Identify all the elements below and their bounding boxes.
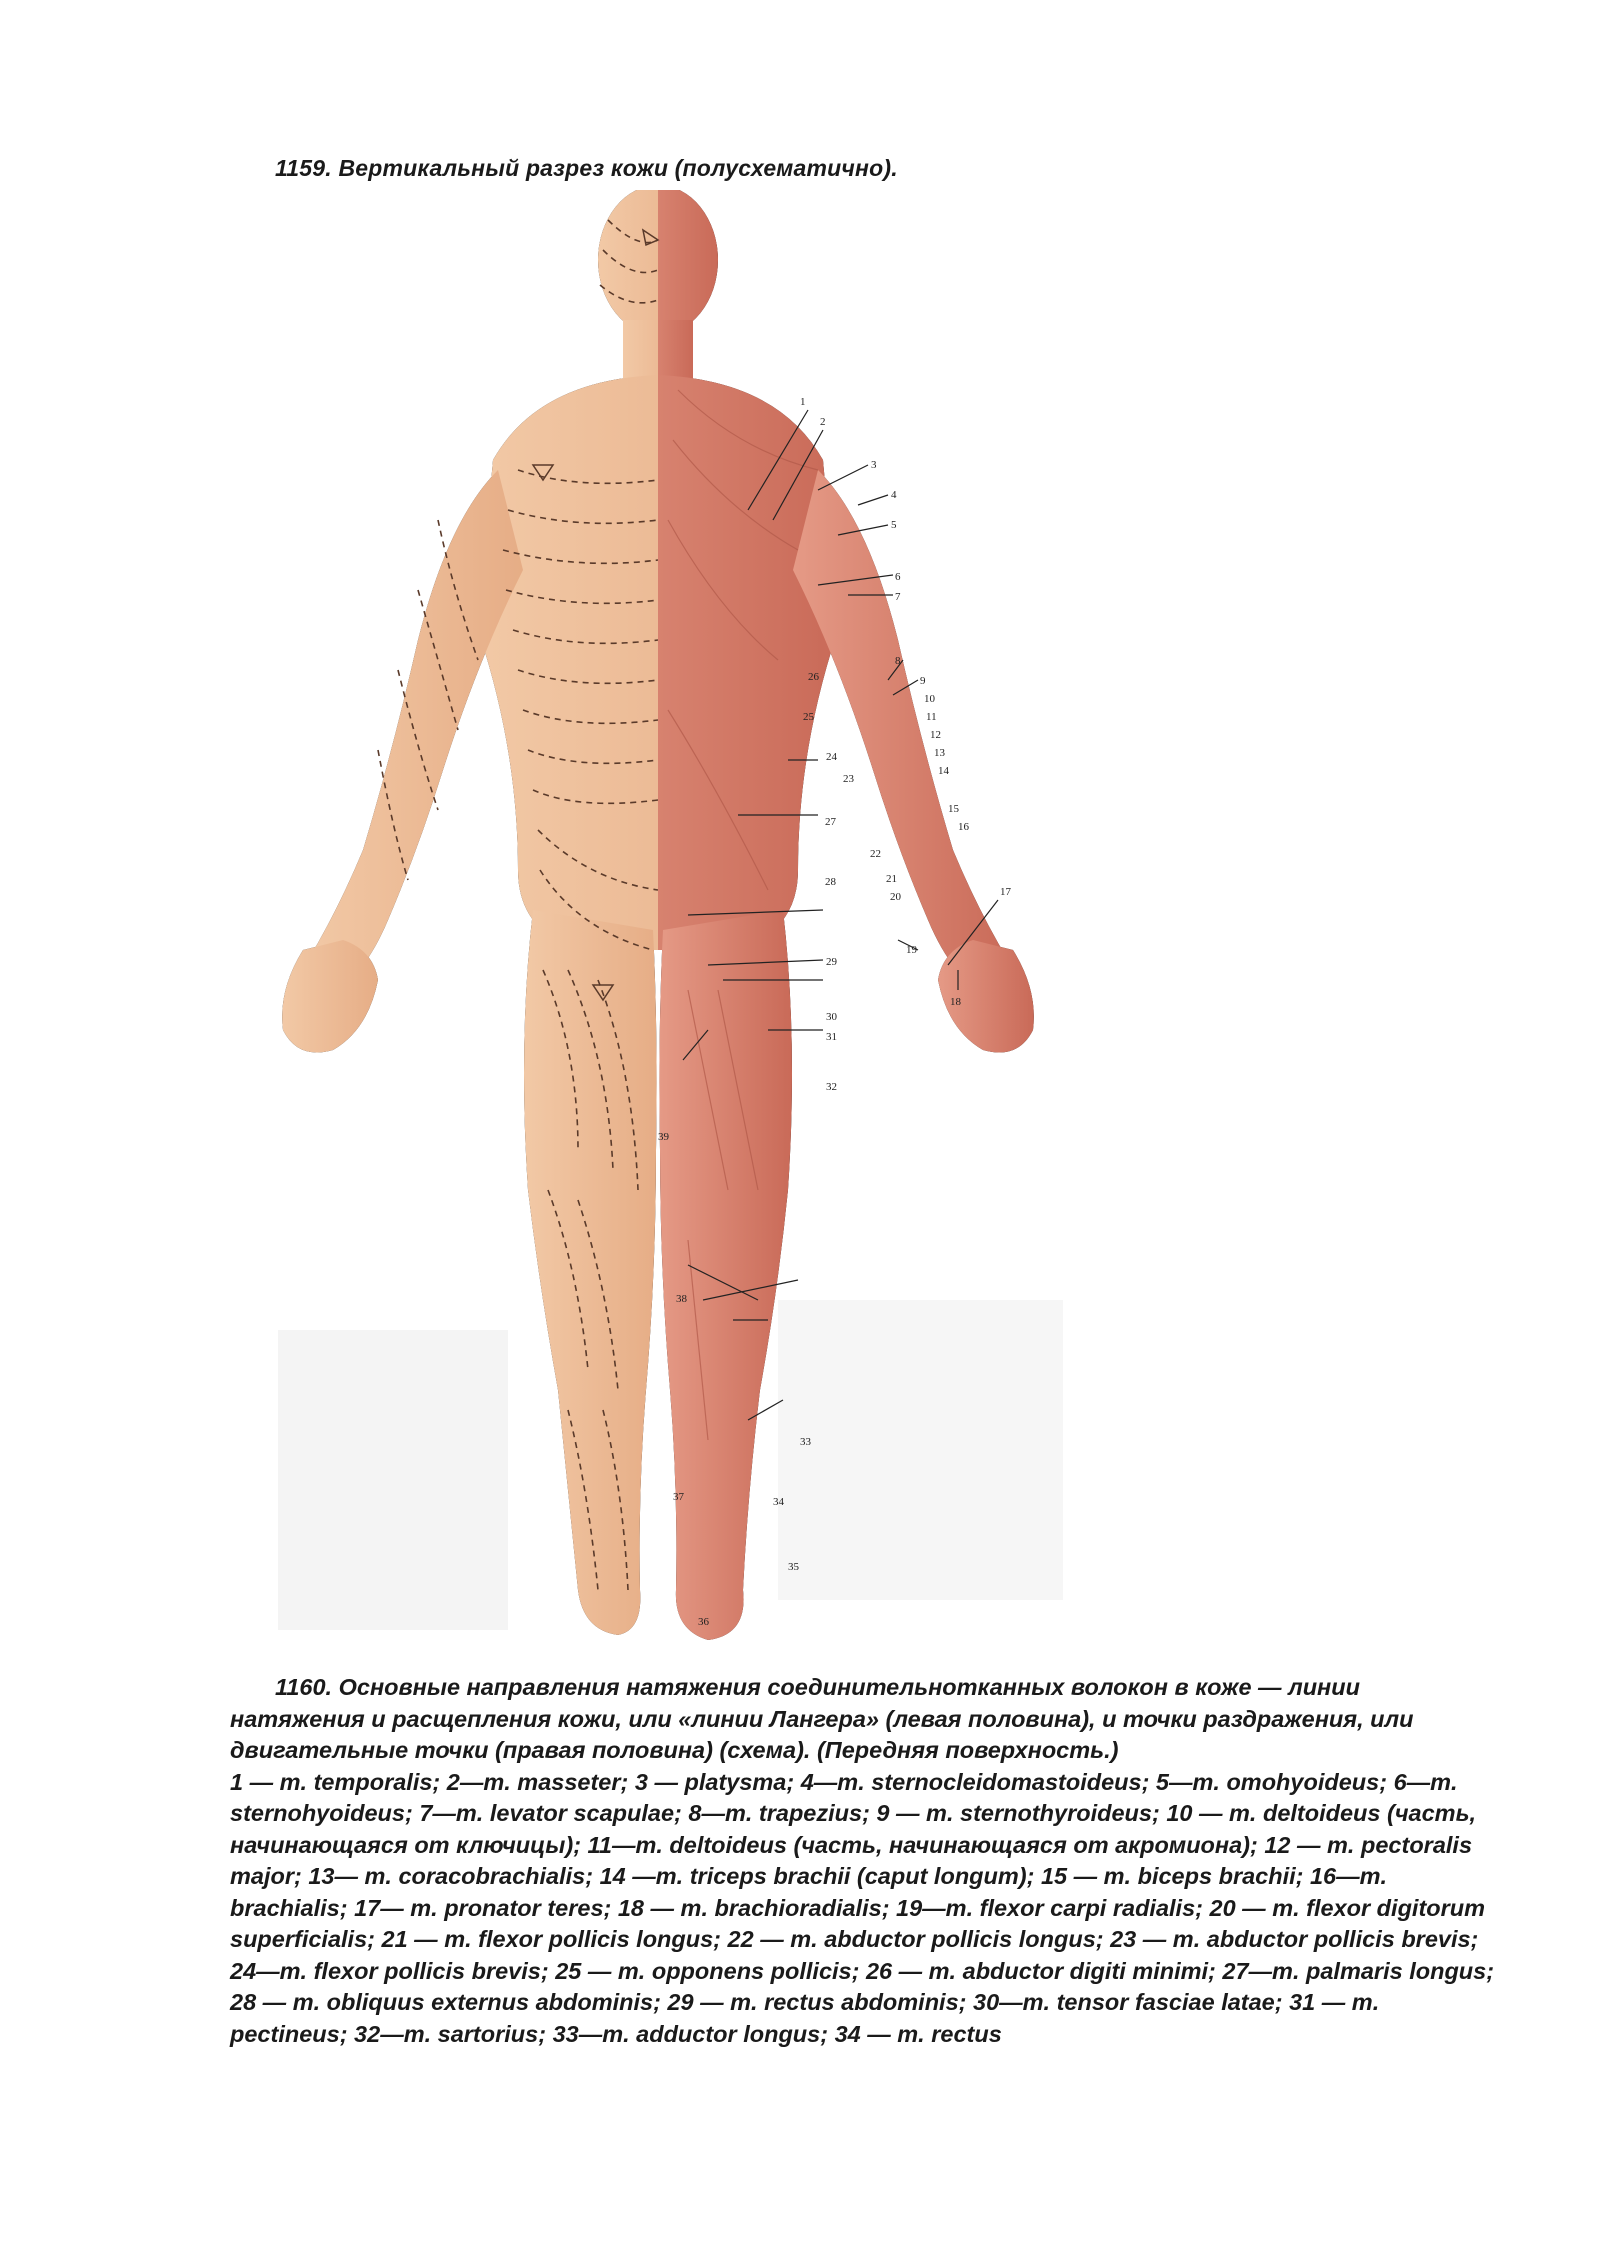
callout-37: 37 (673, 1491, 684, 1503)
callout-8: 8 (895, 655, 901, 667)
callout-29: 29 (826, 956, 837, 968)
callout-36: 36 (698, 1616, 709, 1628)
callout-33: 33 (800, 1436, 811, 1448)
callout-39: 39 (658, 1131, 669, 1143)
callout-7: 7 (895, 591, 901, 603)
callout-1: 1 (800, 396, 806, 408)
callout-3: 3 (871, 459, 877, 471)
callout-38: 38 (676, 1293, 687, 1305)
callout-34: 34 (773, 1496, 784, 1508)
callout-23: 23 (843, 773, 854, 785)
callout-5: 5 (891, 519, 897, 531)
callout-25: 25 (803, 711, 814, 723)
anatomy-illustration (278, 190, 1063, 1650)
caption-legend: 1 — m. temporalis; 2—m. masseter; 3 — platysma; 4—m. sternocleidomastoideus; 5—m. omohyoideus; 6—m. sternohyoideus; 7—m. levator scapulae; 8—m. trapezius; 9 — m. sternothyroideus; 10 — m. deltoideus (часть, начинающаяся от ключицы); 11—m. deltoideus (часть, начинающаяся от акромиона); 12 — m. pectoralis major; 13— m. coracobrachialis; 14 —m. triceps brachii (caput longum); 15 — m. biceps brachii; 16—m. brachialis; 17— m. pronator teres; 18 — m. brachioradialis; 19—m. flexor carpi radialis; 20 — m. flexor digitorum superficialis; 21 — m. flexor pollicis longus; 22 — m. abductor pollicis longus; 23 — m. abductor pollicis brevis; 24—m. flexor pollicis brevis; 25 — m. opponens pollicis; 26 — m. abductor digiti minimi; 27—m. palmaris longus; 28 — m. obliquus externus abdominis; 29 — m. rectus abdominis; 30—m. tensor fasciae latae; 31 — m. pectineus; 32—m. sartorius; 33—m. adductor longus; 34 — m. rectus (230, 1768, 1495, 2047)
callout-24: 24 (826, 751, 837, 763)
callout-11: 11 (926, 711, 937, 723)
callout-32: 32 (826, 1081, 837, 1093)
callout-13: 13 (934, 747, 945, 759)
callout-19: 19 (906, 944, 917, 956)
figure-1159-caption: 1159. Вертикальный разрез кожи (полусхематично). (275, 155, 898, 181)
callout-35: 35 (788, 1561, 799, 1573)
callout-27: 27 (825, 816, 836, 828)
callout-17: 17 (1000, 886, 1011, 898)
callout-31: 31 (826, 1031, 837, 1043)
background-panel (778, 1300, 1063, 1600)
callout-26: 26 (808, 671, 819, 683)
callout-12: 12 (930, 729, 941, 741)
callout-20: 20 (890, 891, 901, 903)
callout-22: 22 (870, 848, 881, 860)
callout-10: 10 (924, 693, 935, 705)
callout-16: 16 (958, 821, 969, 833)
callout-21: 21 (886, 873, 897, 885)
callout-30: 30 (826, 1011, 837, 1023)
callout-15: 15 (948, 803, 959, 815)
callout-18: 18 (950, 996, 961, 1008)
callout-2: 2 (820, 416, 826, 428)
callout-6: 6 (895, 571, 901, 583)
callout-28: 28 (825, 876, 836, 888)
callout-14: 14 (938, 765, 949, 777)
figure-1160-caption (230, 1672, 1500, 2050)
caption-title: 1160. Основные направления натяжения соединительнотканных волокон в коже — линии натяжения и расщепления кожи, или «линии Лангера» (левая половина), и точки раздражения, или двигательные точки (правая половина) (схема). (Передняя поверхность.) (230, 1674, 1414, 1763)
callout-4: 4 (891, 489, 897, 501)
background-panel (278, 1330, 508, 1630)
callout-9: 9 (920, 675, 926, 687)
